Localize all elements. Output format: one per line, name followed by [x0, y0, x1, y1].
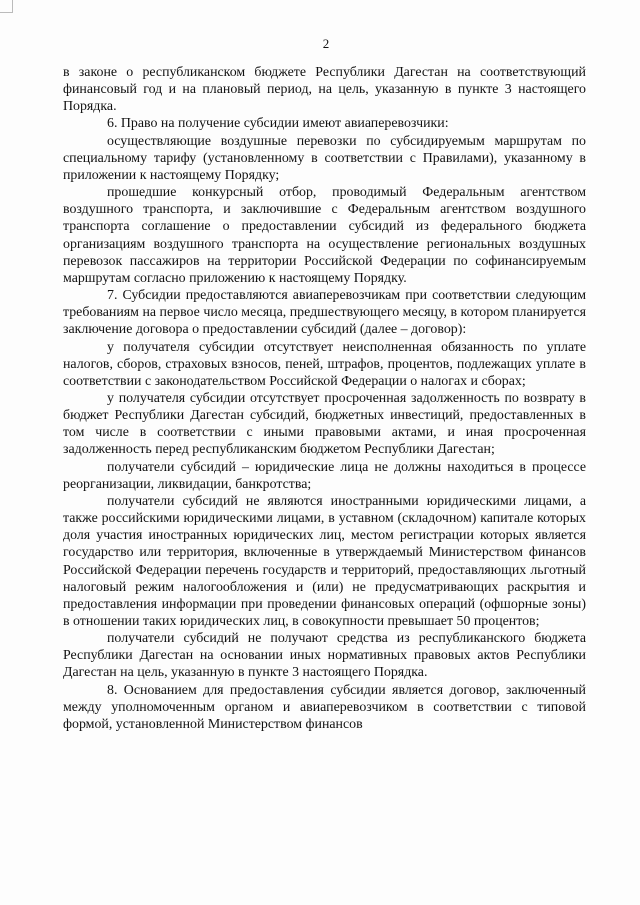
paragraph-item-7: 7. Субсидии предоставляются авиаперевозчикам при соответствии следующим требованиям на первое число месяца, предшествующего месяцу, в котором планируется заключение договора о предоставлении субсидий (далее – договор): — [63, 288, 586, 338]
paragraph-condition-selection: прошедшие конкурсный отбор, проводимый Федеральным агентством воздушного транспорта, и заключившие с Федеральным агентством воздушного транспорта соглашение о предоставлении субсидий из федерального бюджета организациям воздушного транспорта на осуществление региональных воздушных перевозок пассажиров на территории Российской Федерации по софинансируемым маршрутам согласно приложению к настоящему Порядку. — [63, 185, 586, 286]
paragraph-requirement-reorganization: получатели субсидий – юридические лица не должны находиться в процессе реорганизации, ликвидации, банкротства; — [63, 459, 586, 492]
paragraph-condition-tariff: осуществляющие воздушные перевозки по субсидируемым маршрутам по специальному тарифу (установленному в соответствии с Правилами), указанному в приложении к настоящему Порядку; — [63, 133, 586, 183]
paragraph-continuation: в законе о республиканском бюджете Республики Дагестан на соответствующий финансовый год и на плановый период, на цель, указанную в пункте 3 настоящего Порядка. — [63, 65, 586, 115]
paragraph-requirement-foreign: получатели субсидий не являются иностранными юридическими лицами, а также российскими юридическими лицами, в уставном (складочном) капитале которых доля участия иностранных юридических лиц, местом регистрации которых является государство или территория, включенные в утверждаемый Министерством финансов Российской Федерации перечень государств и территорий, предоставляющих льготный налоговый режим налогообложения и (или) не предусматривающих раскрытия и предоставления информации при проведении финансовых операций (офшорные зоны) в отношении таких юридических лиц, в совокупности превышает 50 процентов; — [63, 493, 586, 629]
scan-corner-mark — [0, 0, 13, 13]
paragraph-item-8: 8. Основанием для предоставления субсидии является договор, заключенный между уполномоченным органом и авиаперевозчиком в соответствии с типовой формой, установленной Министерством финансов — [63, 682, 586, 732]
paragraph-requirement-other-funds: получатели субсидий не получают средства из республиканского бюджета Республики Дагестан на основании иных нормативных правовых актов Республики Дагестан на цель, указанную в пункте 3 настоящего Порядка. — [63, 631, 586, 681]
paragraph-requirement-taxes: у получателя субсидии отсутствует неисполненная обязанность по уплате налогов, сборов, страховых взносов, пеней, штрафов, процентов, подлежащих уплате в соответствии с законодательством Российской Федерации о налогах и сборах; — [63, 339, 586, 389]
document-body — [63, 64, 586, 733]
paragraph-item-6: 6. Право на получение субсидии имеют авиаперевозчики: — [107, 116, 449, 132]
page-number: 2 — [322, 36, 330, 51]
paragraph-requirement-debt: у получателя субсидии отсутствует просроченная задолженность по возврату в бюджет Республики Дагестан субсидий, бюджетных инвестиций, предоставленных в том числе в соответствии с иными правовыми актами, и иная просроченная задолженность перед республиканским бюджетом Республики Дагестан; — [63, 390, 586, 458]
